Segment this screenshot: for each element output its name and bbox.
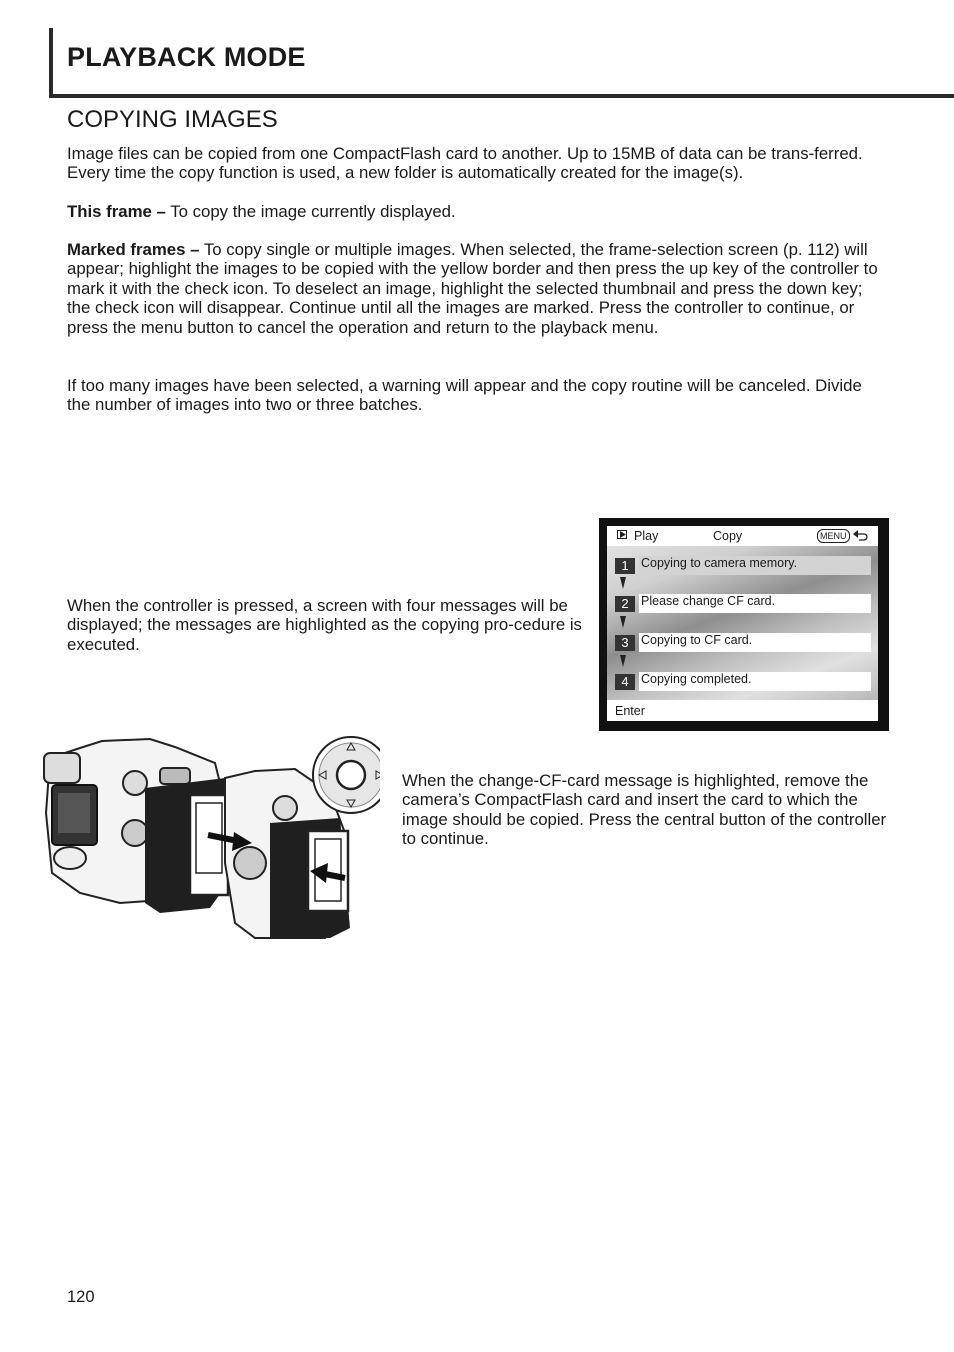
message-number: 3 xyxy=(615,635,635,651)
lcd-footer-bar xyxy=(607,700,878,721)
down-arrow-icon xyxy=(620,616,626,628)
marked-frames-paragraph xyxy=(67,240,889,337)
section-title: PLAYBACK MODE xyxy=(67,42,306,72)
message-text: Copying completed. xyxy=(639,672,871,691)
compactflash-card-icon xyxy=(190,795,228,895)
mode-label: Play xyxy=(634,529,659,543)
camera-lcd-screen xyxy=(599,518,889,731)
controller-paragraph: When the controller is pressed, a screen with four messages will be displayed; the messages are highlighted as the copying pro-cedure is executed. xyxy=(67,596,582,654)
this-frame-paragraph xyxy=(67,202,889,221)
this-frame-term: This frame – xyxy=(67,202,166,221)
menu-button-icon: MENU xyxy=(817,529,850,543)
header-rule-horizontal xyxy=(49,94,954,98)
copy-message-3 xyxy=(615,633,871,652)
warning-paragraph: If too many images have been selected, a warning will appear and the copy routine will be canceled. Divide the number of images into two or three batches. xyxy=(67,376,862,415)
page-number: 120 xyxy=(67,1288,95,1306)
intro-paragraph: Image files can be copied from one CompactFlash card to another. Up to 15MB of data can be trans-ferred. Every time the copy function is used, a new folder is automatically created for the image(s). xyxy=(67,144,863,183)
down-arrow-icon xyxy=(620,655,626,667)
enter-label: Enter xyxy=(615,704,645,718)
copy-message-2 xyxy=(615,594,871,613)
return-icon xyxy=(853,530,869,542)
message-text: Copying to camera memory. xyxy=(639,556,871,575)
message-text: Copying to CF card. xyxy=(639,633,871,652)
message-number: 1 xyxy=(615,558,635,574)
header-rule-vertical xyxy=(49,28,53,98)
menu-title: Copy xyxy=(713,529,743,543)
lcd-display xyxy=(607,526,878,721)
copy-message-4 xyxy=(615,672,871,691)
lcd-menu-bar xyxy=(607,526,878,546)
change-card-paragraph: When the change-CF-card message is highlighted, remove the camera’s CompactFlash card and insert the card to which the image should be copied. Press the central button of the controller to continue. xyxy=(402,771,887,849)
controller-icon xyxy=(313,737,380,813)
message-number: 4 xyxy=(615,674,635,690)
down-arrow-icon xyxy=(620,577,626,589)
page-title: COPYING IMAGES xyxy=(67,106,278,133)
marked-frames-term: Marked frames – xyxy=(67,240,200,259)
copy-message-1 xyxy=(615,556,871,575)
marked-frames-description: To copy single or multiple images. When selected, the frame-selection screen (p. 112) will appear; highlight the images to be copied with the yellow border and then press the up key of the controller to mark it with the check icon. To deselect an image, highlight the selected thumbnail and press the down key; the check icon will disappear. Continue until all the images are marked. Press the controller to continue, or press the menu button to cancel the operation and return to the playback menu. xyxy=(67,240,878,337)
camera-card-swap-illustration xyxy=(40,733,380,943)
message-text: Please change CF card. xyxy=(639,594,871,613)
message-number: 2 xyxy=(615,596,635,612)
playback-icon xyxy=(617,530,627,539)
this-frame-description: To copy the image currently displayed. xyxy=(165,202,456,221)
